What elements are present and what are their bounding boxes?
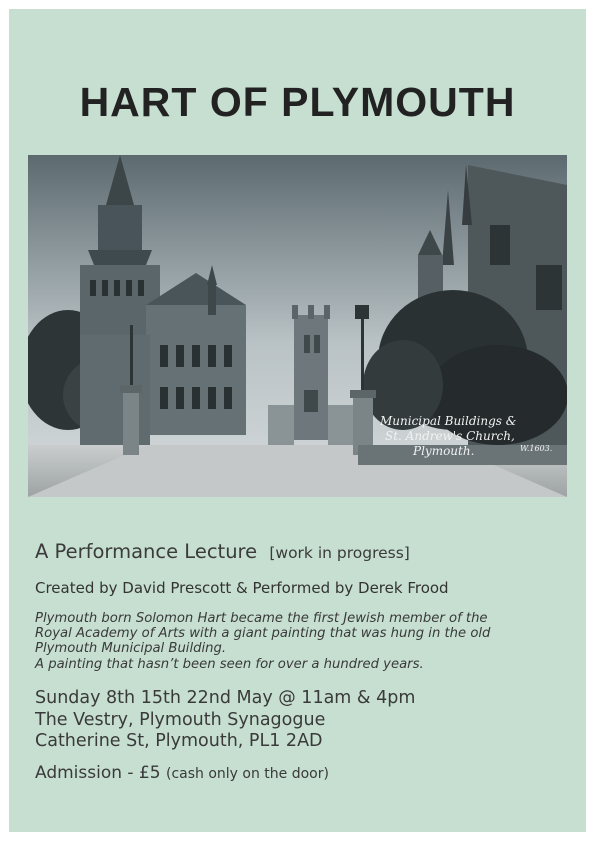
admission-info [35,763,329,783]
event-venue: The Vestry, Plymouth Synagogue [35,709,326,730]
event-address: Catherine St, Plymouth, PL1 2AD [35,731,323,751]
caption-line-2: St. Andrew's Church, [385,429,515,443]
blurb-line: Plymouth Municipal Building. [35,641,227,657]
credits: Created by David Prescott & Performed by Derek Frood [35,579,449,597]
caption-line-1: Municipal Buildings & [380,414,517,428]
admission-note: (cash only on the door) [166,766,329,782]
caption-line-3: Plymouth. [413,444,475,458]
photo-illustration [28,155,567,497]
blurb-line: A painting that hasn’t been seen for over a hundred years. [35,656,424,672]
poster-title: HART OF PLYMOUTH [79,79,516,125]
subtitle-text: A Performance Lecture [35,540,258,563]
blurb-line: Plymouth born Solomon Hart became the first Jewish member of the [35,611,488,626]
event-poster [9,9,586,832]
historic-photo [28,155,567,497]
admission-label: Admission - £5 [35,763,161,783]
lecture-subtitle [35,540,410,563]
event-dates: Sunday 8th 15th 22nd May @ 11am & 4pm [35,688,416,708]
event-details [35,688,415,753]
caption-number: W.1603. [520,444,553,453]
blurb-line: Royal Academy of Arts with a giant painting that was hung in the old [35,626,491,642]
subtitle-note: [work in progress] [269,544,410,562]
description-blurb [35,611,555,672]
